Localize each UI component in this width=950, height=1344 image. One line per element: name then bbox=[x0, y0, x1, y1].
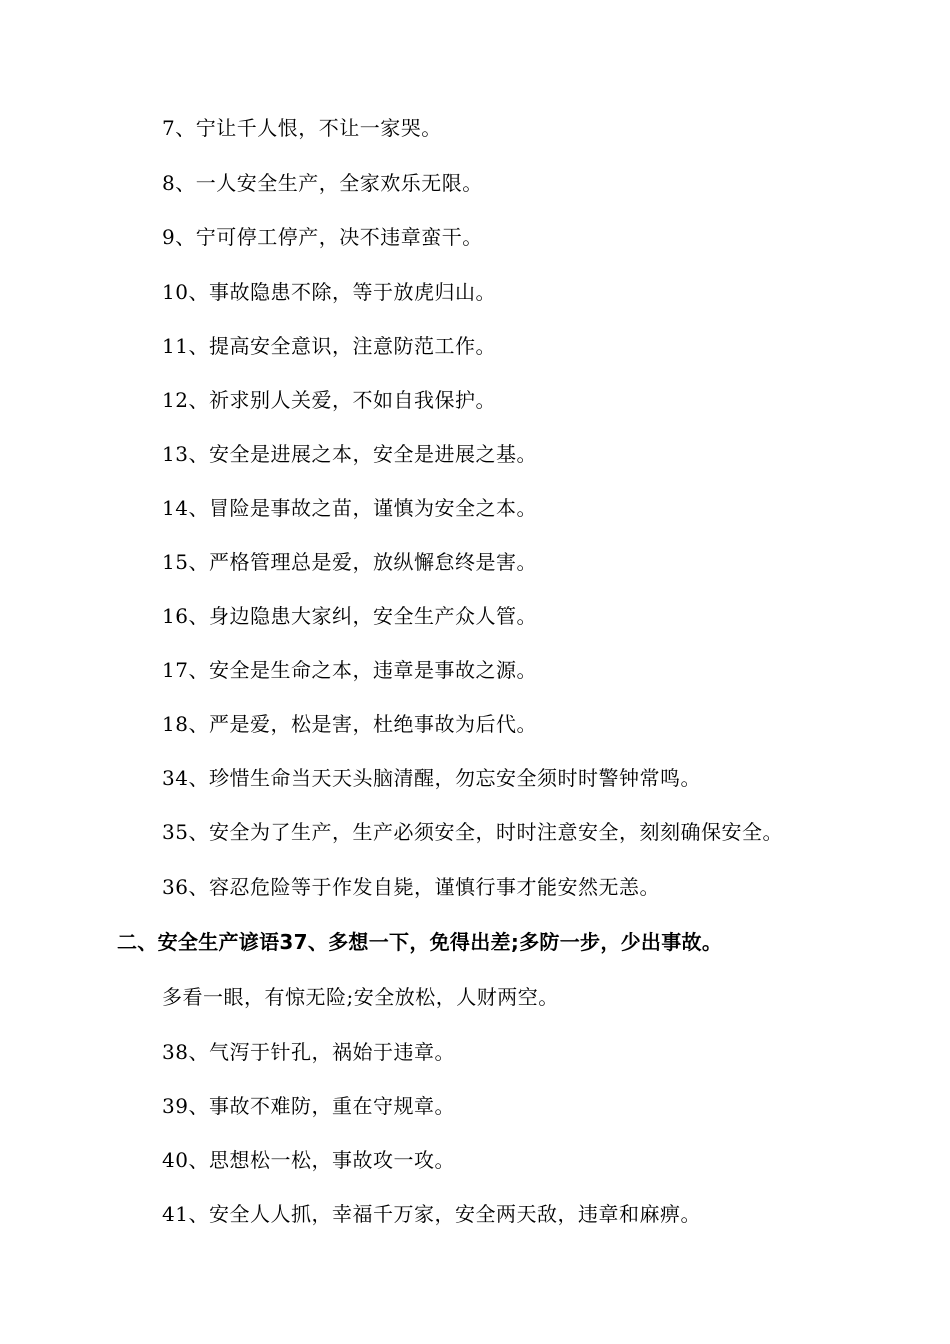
list-item: 39、事故不难防，重在守规章。 bbox=[162, 1094, 455, 1118]
list-item: 18、严是爱，松是害，杜绝事故为后代。 bbox=[162, 712, 537, 736]
list-item: 36、容忍危险等于作发自毙，谨慎行事才能安然无恙。 bbox=[162, 875, 660, 899]
list-item: 16、身边隐患大家纠，安全生产众人管。 bbox=[162, 604, 537, 628]
list-item: 8、一人安全生产，全家欢乐无限。 bbox=[162, 171, 483, 195]
list-item: 11、提高安全意识，注意防范工作。 bbox=[162, 334, 496, 358]
list-item: 15、严格管理总是爱，放纵懈怠终是害。 bbox=[162, 550, 537, 574]
list-item: 12、祈求别人关爱，不如自我保护。 bbox=[162, 388, 496, 412]
list-item: 17、安全是生命之本，违章是事故之源。 bbox=[162, 658, 537, 682]
list-item: 35、安全为了生产，生产必须安全，时时注意安全，刻刻确保安全。 bbox=[162, 820, 783, 844]
section-heading: 二、安全生产谚语37、多想一下，免得出差;多防一步，少出事故。 bbox=[117, 930, 723, 954]
list-item: 7、宁让千人恨，不让一家哭。 bbox=[162, 116, 442, 140]
list-item: 13、安全是进展之本，安全是进展之基。 bbox=[162, 442, 537, 466]
list-item: 34、珍惜生命当天天头脑清醒，勿忘安全须时时警钟常鸣。 bbox=[162, 766, 701, 790]
list-item: 9、宁可停工停产，决不违章蛮干。 bbox=[162, 225, 483, 249]
list-item: 38、气泻于针孔，祸始于违章。 bbox=[162, 1040, 455, 1064]
list-item: 多看一眼，有惊无险;安全放松，人财两空。 bbox=[162, 985, 559, 1009]
list-item: 40、思想松一松，事故攻一攻。 bbox=[162, 1148, 455, 1172]
list-item: 14、冒险是事故之苗，谨慎为安全之本。 bbox=[162, 496, 537, 520]
list-item: 41、安全人人抓，幸福千万家，安全两天敌，违章和麻痹。 bbox=[162, 1202, 701, 1226]
list-item: 10、事故隐患不除，等于放虎归山。 bbox=[162, 280, 496, 304]
